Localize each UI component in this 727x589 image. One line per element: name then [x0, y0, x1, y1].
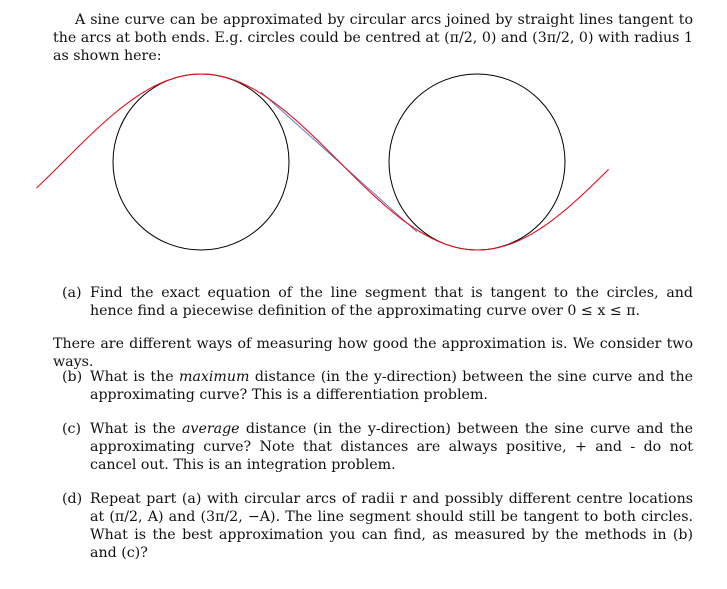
part-d [62, 490, 693, 562]
part-c [62, 420, 693, 474]
part-c-pre: What is the [90, 421, 182, 437]
part-c-label: (c) [62, 421, 82, 437]
part-c-post: distance (in the y-direction) between the sine curve and the approximating curve? Note that distances are always positive, + and - do not cancel out. This is an integration problem. [90, 421, 693, 473]
part-b-emphasis: maximum [178, 369, 250, 385]
sine-approximation-figure [0, 0, 727, 280]
part-a [62, 284, 693, 320]
part-b-post: distance (in the y-direction) between the sine curve and the approximating curve? This is a differentiation problem. [90, 369, 693, 403]
part-d-text: Repeat part (a) with circular arcs of radii r and possibly different centre locations at (π/2, A) and (3π/2, −A). The line segment should still be tangent to both circles. What is the best approximation you can find, as measured by the methods in (b) and (c)? [90, 491, 693, 561]
part-c-text [90, 420, 693, 474]
right-circle [389, 74, 565, 250]
sine-curve [37, 74, 609, 250]
part-a-text: Find the exact equation of the line segment that is tangent to the circles, and hence find a piecewise definition of the approximating curve over 0 ≤ x ≤ π. [90, 285, 693, 319]
between-paragraph: There are different ways of measuring how good the approximation is. We consider two ways. [53, 336, 693, 370]
part-d-label: (d) [62, 491, 83, 507]
part-b-label: (b) [62, 369, 83, 385]
part-b-pre: What is the [90, 369, 179, 385]
left-circle [113, 74, 289, 250]
part-b-text [90, 368, 693, 404]
intro-paragraph: A sine curve can be approximated by circular arcs joined by straight lines tangent to the arcs at both ends. E.g. circles could be centred at (π/2, 0) and (3π/2, 0) with radius 1 as shown here: [53, 12, 693, 64]
part-c-emphasis: average [181, 421, 240, 437]
part-a-label: (a) [62, 285, 82, 301]
part-b [62, 368, 693, 404]
